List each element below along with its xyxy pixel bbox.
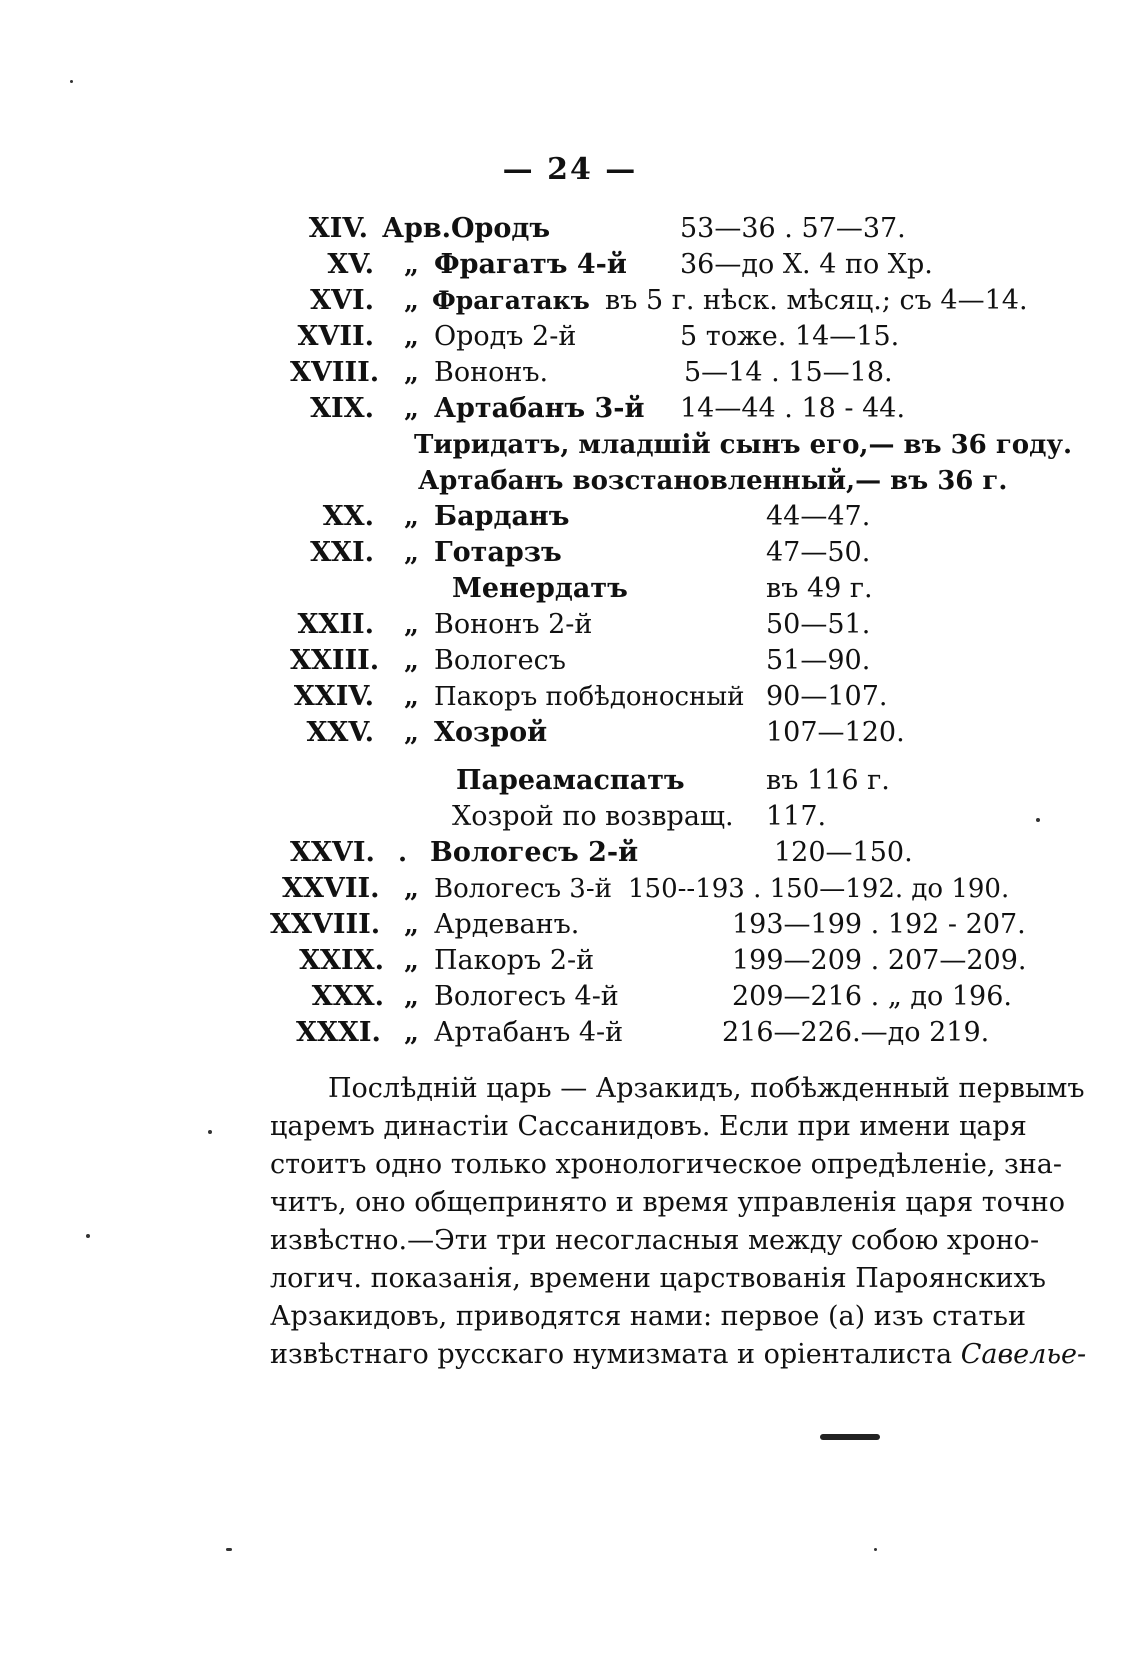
- reign-numeral: XXV.: [306, 717, 374, 748]
- ruler-name: Менердатъ: [452, 573, 628, 604]
- paragraph-line: логич. показанія, времени царствованія Пароянскихъ: [270, 1263, 1046, 1294]
- reign-dates: 47—50.: [766, 537, 871, 568]
- reign-numeral: XXIII.: [290, 645, 380, 676]
- paragraph-line: царемъ династіи Сассанидовъ. Если при имени царя: [270, 1111, 1027, 1142]
- ruler-name: Вологесъ: [434, 645, 566, 676]
- paragraph-line: стоитъ одно только хронологическое опредѣленіе, зна-: [270, 1149, 1062, 1180]
- reign-numeral: XX.: [322, 501, 374, 532]
- scan-speck: [86, 1234, 90, 1238]
- ruler-name: Пареамаспатъ: [456, 765, 685, 796]
- ruler-note: Артабанъ возстановленный,— въ 36 г.: [418, 466, 1008, 496]
- reign-dates: 5 тоже. 14—15.: [680, 321, 900, 352]
- scan-speck: [1036, 818, 1040, 822]
- ditto-mark: „: [404, 502, 419, 532]
- ink-smudge: [820, 1434, 880, 1440]
- reign-dates: въ 116 г.: [766, 765, 890, 796]
- paragraph-line: извѣстно.—Эти три несогласныя между собою хроно-: [270, 1225, 1040, 1256]
- scan-speck: [70, 80, 73, 83]
- ruler-name: Фрагатакъ: [432, 286, 590, 315]
- reign-numeral: XXVII.: [282, 873, 380, 904]
- ruler-name: Арв.Ородъ: [382, 213, 551, 244]
- ditto-mark: „: [404, 718, 419, 748]
- reign-dates: 199—209 . 207—209.: [732, 945, 1027, 976]
- ditto-mark: „: [404, 286, 419, 316]
- reign-numeral: XXX.: [311, 981, 384, 1012]
- ruler-name: Хозрой по возвращ.: [452, 801, 734, 832]
- reign-dates: 14—44 . 18 - 44.: [680, 393, 906, 424]
- reign-dates: 36—до Х. 4 по Хр.: [680, 249, 933, 280]
- reign-dates: въ 5 г. нѣск. мѣсяц.; съ 4—14.: [605, 285, 1028, 316]
- reign-numeral: XXIV.: [293, 681, 374, 712]
- reign-numeral: XIV.: [308, 213, 368, 244]
- ruler-name: Ардеванъ.: [434, 909, 580, 940]
- reign-dates: 117.: [766, 801, 827, 832]
- reign-numeral: XXVIII.: [270, 909, 381, 940]
- scan-speck: [208, 1130, 212, 1134]
- paragraph-line: [270, 1336, 1086, 1374]
- ruler-name: Вологесъ 4-й: [434, 981, 619, 1012]
- paragraph-line: Послѣдній царь — Арзакидъ, побѣжденный первымъ: [328, 1073, 1085, 1104]
- ditto-mark: „: [404, 646, 419, 676]
- ditto-mark: „: [404, 538, 419, 568]
- ruler-name: Вологесъ 2-й: [430, 837, 639, 868]
- ruler-name: Пакоръ 2-й: [434, 945, 595, 976]
- reign-numeral: XXVI.: [290, 837, 375, 868]
- reign-dates: 90—107.: [766, 681, 888, 712]
- reign-dates: въ 49 г.: [766, 573, 873, 604]
- reign-numeral: XVIII.: [290, 357, 380, 388]
- ruler-name: Вононъ 2-й: [434, 609, 593, 640]
- reign-numeral: XXXI.: [296, 1017, 381, 1048]
- reign-numeral: XXIX.: [299, 945, 384, 976]
- ditto-mark: „: [404, 946, 419, 976]
- ruler-name: Готарзъ: [434, 537, 562, 568]
- reign-numeral: XXI.: [310, 537, 374, 568]
- ditto-mark: „: [404, 982, 419, 1012]
- page-number: — 24 —: [502, 152, 638, 187]
- reign-numeral: XVI.: [310, 285, 374, 316]
- reign-dates: 107—120.: [766, 717, 905, 748]
- reign-dates: 50—51.: [766, 609, 871, 640]
- paragraph-line: читъ, оно общепринято и время управленія царя точно: [270, 1187, 1066, 1218]
- reign-numeral: XIX.: [310, 393, 374, 424]
- paragraph-text: извѣстнаго русскаго нумизмата и оріенталиста: [270, 1339, 953, 1370]
- scan-speck: [226, 1548, 232, 1551]
- ruler-name: Вологесъ 3-й: [434, 874, 612, 904]
- scan-speck: [874, 1548, 877, 1551]
- ruler-name: Артабанъ 3-й: [434, 393, 645, 424]
- ditto-mark: „: [404, 682, 419, 712]
- ditto-mark: „: [404, 1018, 419, 1048]
- ditto-mark: „: [404, 322, 419, 352]
- ditto-mark: „: [404, 358, 419, 388]
- ruler-name: Барданъ: [434, 501, 570, 532]
- ditto-mark: „: [404, 250, 419, 280]
- ruler-name: Пакоръ побѣдоносный: [434, 682, 745, 712]
- reign-dates: 216—226.—до 219.: [722, 1017, 990, 1048]
- reign-dates: 5—14 . 15—18.: [684, 357, 893, 388]
- reign-numeral: XV.: [327, 249, 374, 280]
- paragraph-line: Арзакидовъ, приводятся нами: первое (а) изъ статьи: [270, 1301, 1026, 1332]
- reign-dates: 51—90.: [766, 645, 871, 676]
- reign-dates: 53—36 . 57—37.: [680, 213, 906, 244]
- reign-numeral: XVII.: [297, 321, 374, 352]
- ruler-note: Тиридатъ, младшій сынъ его,— въ 36 году.: [414, 430, 1073, 460]
- ruler-name: Артабанъ 4-й: [434, 1017, 624, 1048]
- ditto-mark: „: [404, 910, 419, 940]
- ruler-name: Хозрой: [434, 717, 548, 748]
- paragraph-text-italic: Савелье-: [960, 1339, 1087, 1370]
- reign-dates: 120—150.: [774, 837, 913, 868]
- reign-dates: 193—199 . 192 - 207.: [732, 909, 1026, 940]
- reign-numeral: XXII.: [297, 609, 374, 640]
- ditto-mark: „: [404, 394, 419, 424]
- ruler-name: Фрагатъ 4-й: [434, 249, 627, 280]
- reign-dates: 209—216 . „ до 196.: [732, 981, 1012, 1012]
- reign-dates: 44—47.: [766, 501, 871, 532]
- ruler-name: Ородъ 2-й: [434, 321, 577, 352]
- ditto-mark: „: [404, 874, 419, 904]
- reign-dates: 150--193 . 150—192. до 190.: [628, 874, 1010, 904]
- ditto-mark: „: [404, 610, 419, 640]
- ruler-name: Вононъ.: [434, 357, 549, 388]
- ditto-mark: .: [398, 838, 408, 868]
